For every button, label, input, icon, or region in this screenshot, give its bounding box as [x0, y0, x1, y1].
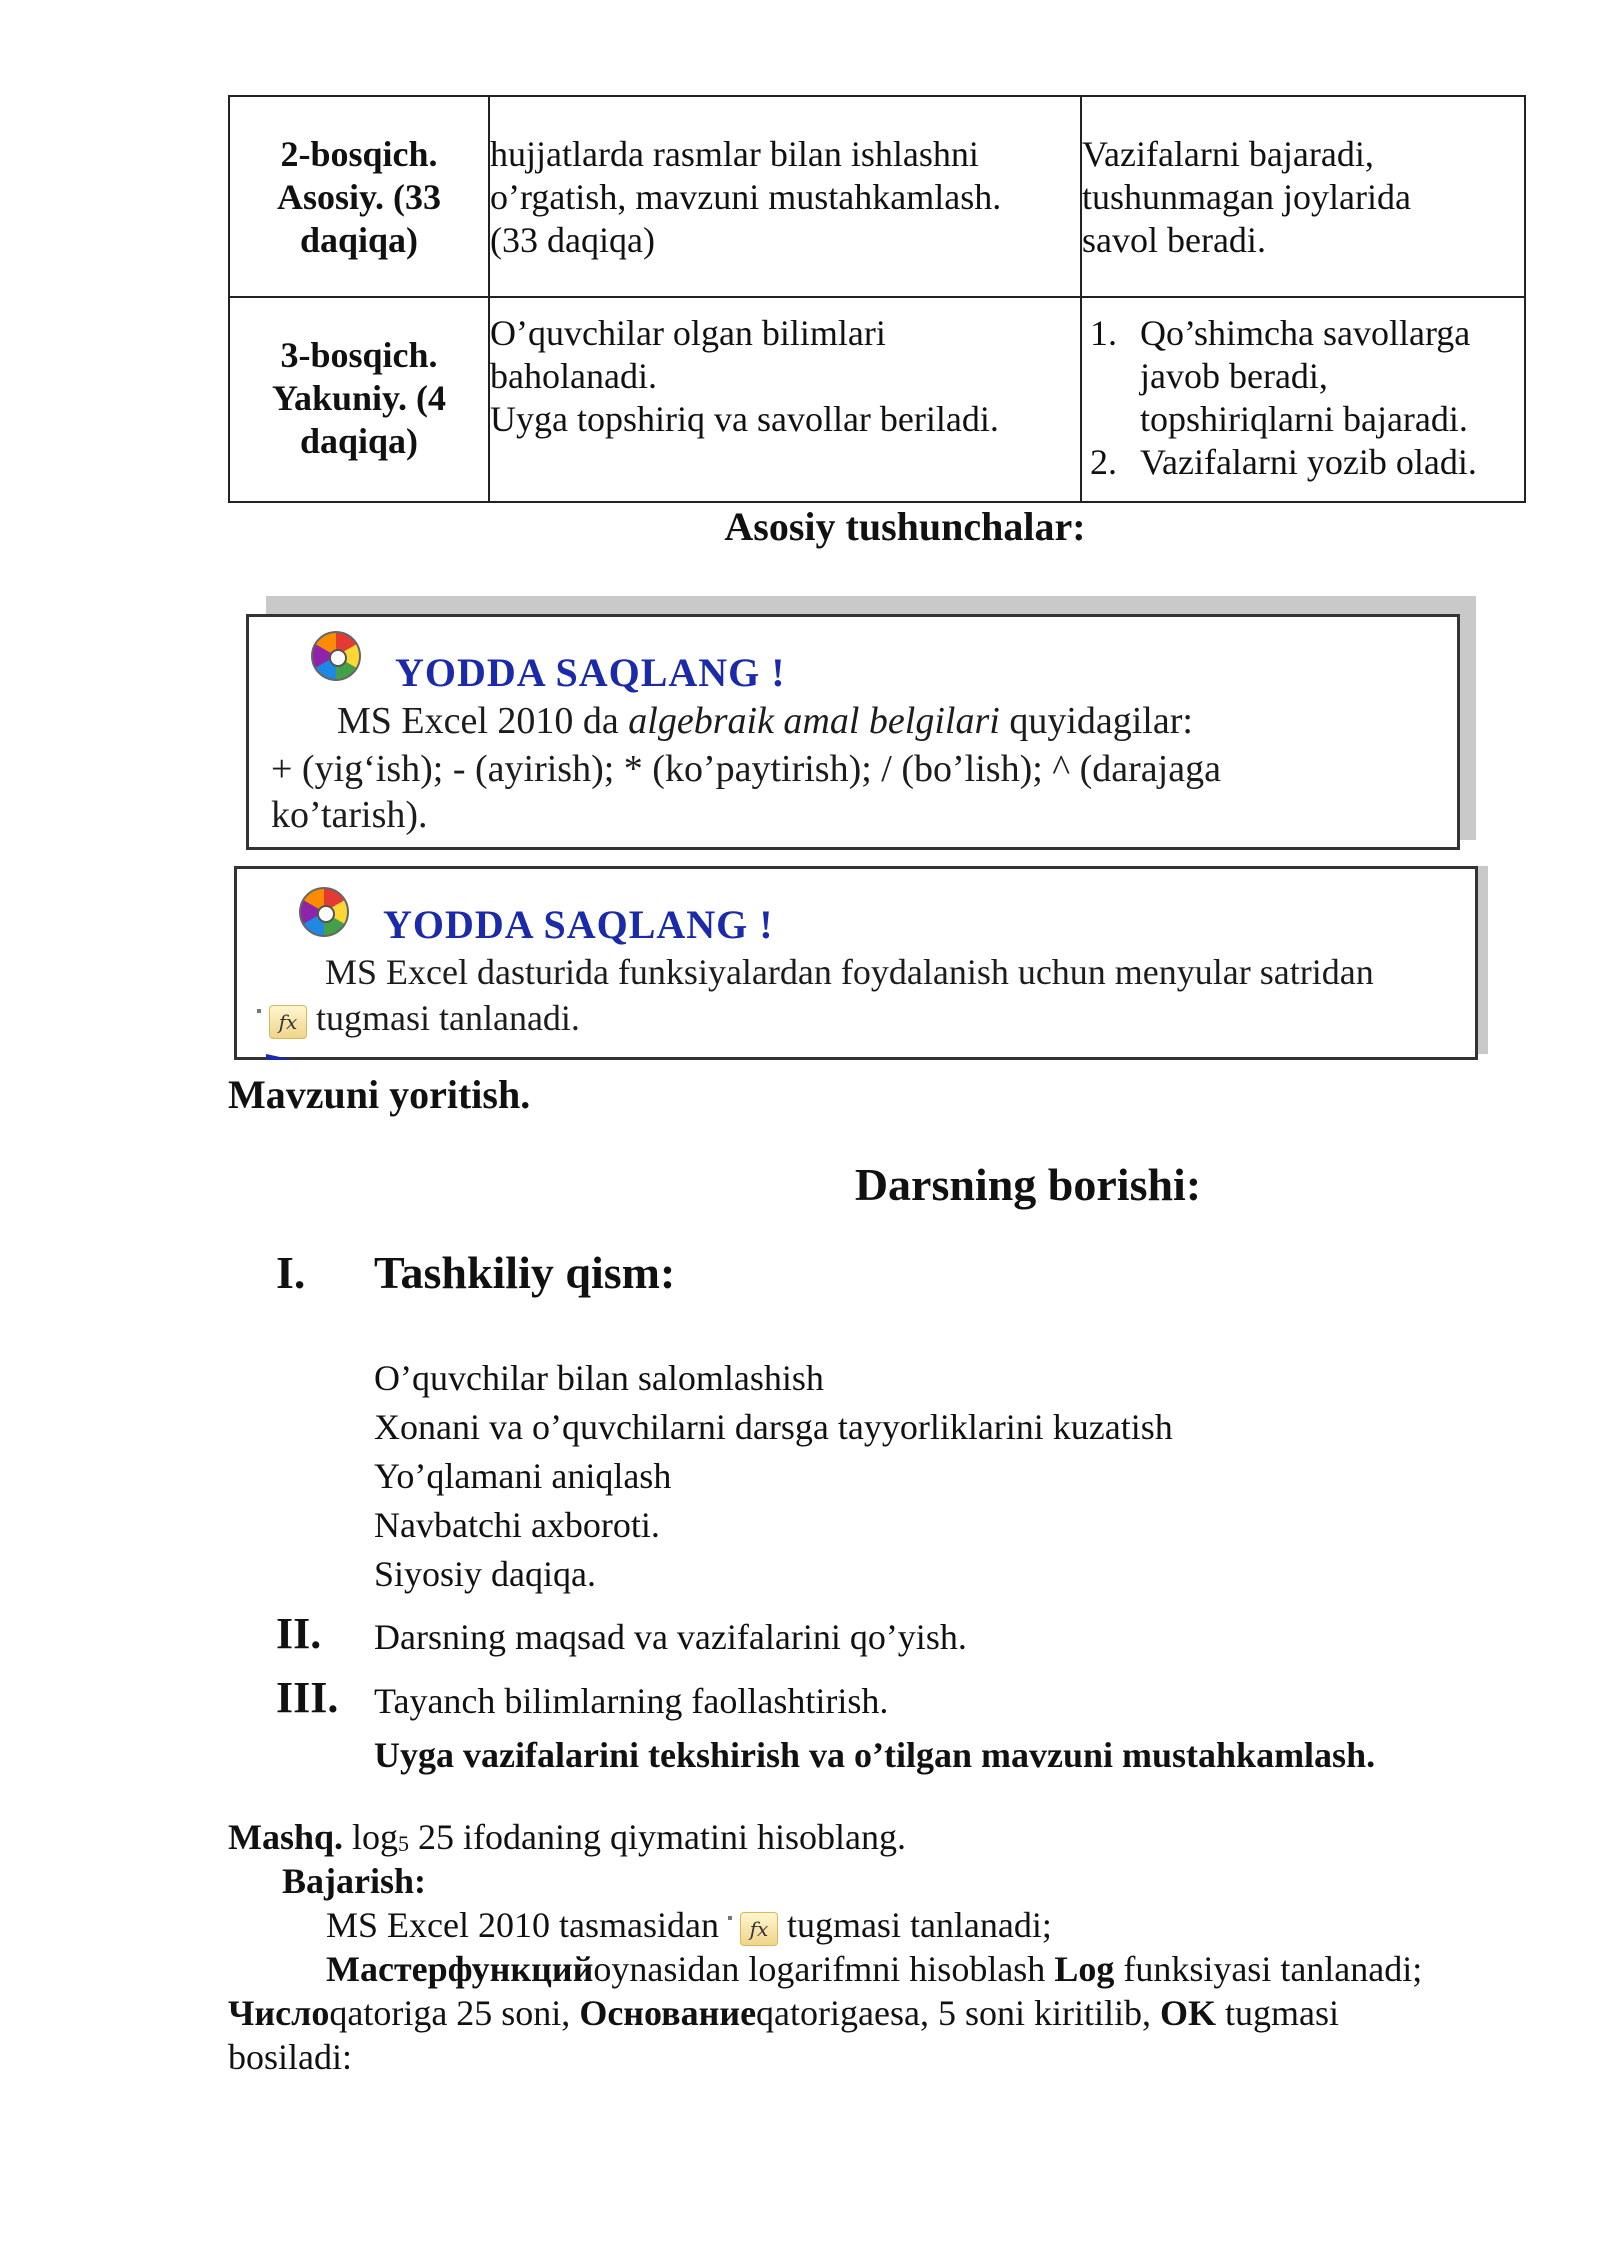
solution-bold: Основание — [579, 1993, 757, 2033]
cell-line: Uyga topshiriq va savollar beriladi. — [490, 399, 999, 439]
topic-heading: Mavzuni yoritish. — [228, 1072, 531, 1117]
callout-title: YODDA SAQLANG ! — [395, 650, 786, 695]
lesson-plan-table — [228, 95, 1526, 503]
callout-text: tugmasi tanlanadi. — [316, 998, 580, 1038]
section-text: Darsning maqsad va vazifalarini qo’yish. — [374, 1617, 967, 1657]
cell-line: javob beradi, — [1140, 356, 1328, 396]
solution-label: Bajarish: — [282, 1861, 426, 1901]
solution-text: qatoriga 25 soni, — [329, 1993, 580, 2033]
list-item: Yo’qlamani aniqlash — [374, 1456, 672, 1496]
callout-text-line — [257, 995, 580, 1041]
stage-line: 2-bosqich. — [280, 134, 438, 174]
list-item — [1082, 312, 1524, 441]
cell-line: tushunmagan joylarida — [1082, 177, 1411, 217]
teacher-activity-cell — [489, 96, 1081, 297]
cell-line: topshiriqlarni bajaradi. — [1140, 399, 1468, 439]
solution-bold: OK — [1159, 1993, 1216, 2033]
cell-line: hujjatlarda rasmlar bilan ishlashni — [490, 134, 979, 174]
callout-text: quyidagilar: — [999, 700, 1193, 742]
list-item — [1082, 441, 1524, 484]
exercise-label: Mashq. — [228, 1817, 344, 1857]
callout-title: YODDA SAQLANG ! — [383, 902, 774, 947]
solution-text: qatorigaesa, 5 soni kiritilib, — [756, 1993, 1160, 2033]
callout-text-line — [337, 697, 1193, 745]
reminder-callout-1 — [246, 614, 1460, 850]
student-activity-cell — [1081, 297, 1525, 502]
solution-step — [326, 1946, 1422, 1992]
table-row — [229, 297, 1525, 502]
callout-text-line: + (yig‘ish); - (ayirish); * (ko’paytirish); / (bo’lish); ^ (darajaga — [271, 748, 1221, 790]
solution-text: tugmasi tanlanadi; — [777, 1905, 1052, 1945]
callout-italic-text: algebraik amal belgilari — [628, 700, 1000, 742]
cell-line: baholanadi. — [490, 356, 657, 396]
reminder-callout-2 — [234, 866, 1478, 1060]
solution-step: bosiladi: — [228, 2037, 352, 2077]
cell-line: O’quvchilar olgan bilimlari — [490, 313, 886, 353]
student-activity-cell — [1081, 96, 1525, 297]
solution-step — [326, 1902, 1052, 1948]
stage-cell — [229, 96, 489, 297]
list-item: Navbatchi axboroti. — [374, 1505, 660, 1545]
section-title: Tashkiliy qism: — [374, 1247, 676, 1298]
table-row — [229, 96, 1525, 297]
section-numeral: III. — [276, 1673, 339, 1722]
fx-icon: fx — [269, 1005, 307, 1039]
list-number: 1. — [1090, 313, 1117, 353]
solution-bold: Число — [228, 1993, 330, 2033]
list-item: O’quvchilar bilan salomlashish — [374, 1358, 824, 1398]
decorative-arrow — [266, 1054, 294, 1060]
log-base: 5 — [398, 1831, 410, 1856]
list-item: Xonani va o’quvchilarni darsga tayyorliklarini kuzatish — [374, 1407, 1173, 1447]
solution-text: oynasidan logarifmni hisoblash — [593, 1949, 1055, 1989]
exercise-text: 25 ifodaning qiymatini hisoblang. — [409, 1817, 906, 1857]
stage-line: daqiqa) — [299, 220, 419, 260]
cell-line: (33 daqiqa) — [490, 220, 655, 260]
cd-disc-icon — [311, 631, 361, 681]
cell-line: Qo’shimcha savollarga — [1140, 313, 1471, 353]
student-task-list — [1082, 312, 1524, 484]
list-number: 2. — [1090, 442, 1117, 482]
stage-line: daqiqa) — [299, 421, 419, 461]
log-word: log — [352, 1817, 399, 1857]
solution-step — [228, 1990, 1339, 2036]
organizational-steps-list — [374, 1354, 1173, 1599]
teacher-activity-cell — [489, 297, 1081, 502]
cd-disc-icon — [299, 887, 349, 937]
section-text: Tayanch bilimlarning faollashtirish. — [374, 1681, 889, 1721]
fx-tick-mark — [728, 1916, 732, 1920]
cell-line: savol beradi. — [1082, 220, 1266, 260]
concepts-heading: Asosiy tushunchalar: — [724, 504, 1086, 549]
callout-text-line: ko’tarish). — [271, 794, 428, 836]
solution-bold: Log — [1054, 1949, 1115, 1989]
stage-line: 3-bosqich. — [280, 335, 438, 375]
fx-icon: fx — [740, 1912, 778, 1946]
solution-text: tugmasi — [1216, 1993, 1339, 2033]
stage-line: Asosiy. (33 — [276, 177, 442, 217]
section-bold-line: Uyga vazifalarini tekshirish va o’tilgan mavzuni mustahkamlash. — [374, 1735, 1376, 1775]
lesson-heading: Darsning borishi: — [854, 1159, 1202, 1210]
solution-text: funksiyasi tanlanadi; — [1114, 1949, 1423, 1989]
cell-line: Vazifalarni bajaradi, — [1082, 134, 1374, 174]
cell-line: o’rgatish, mavzuni mustahkamlash. — [490, 177, 1002, 217]
stage-line: Yakuniy. (4 — [271, 378, 447, 418]
list-item: Siyosiy daqiqa. — [374, 1554, 596, 1594]
section-numeral: I. — [276, 1247, 306, 1298]
fx-tick-mark — [257, 1009, 261, 1013]
section-numeral: II. — [276, 1609, 322, 1658]
callout-text-line: MS Excel dasturida funksiyalardan foydalanish uchun menyular satridan — [325, 952, 1374, 992]
cell-line: Vazifalarni yozib oladi. — [1140, 442, 1477, 482]
stage-cell — [229, 297, 489, 502]
solution-text: MS Excel 2010 tasmasidan — [326, 1905, 728, 1945]
solution-bold: Мастерфункций — [326, 1949, 594, 1989]
callout-text: MS Excel 2010 da — [337, 700, 629, 742]
